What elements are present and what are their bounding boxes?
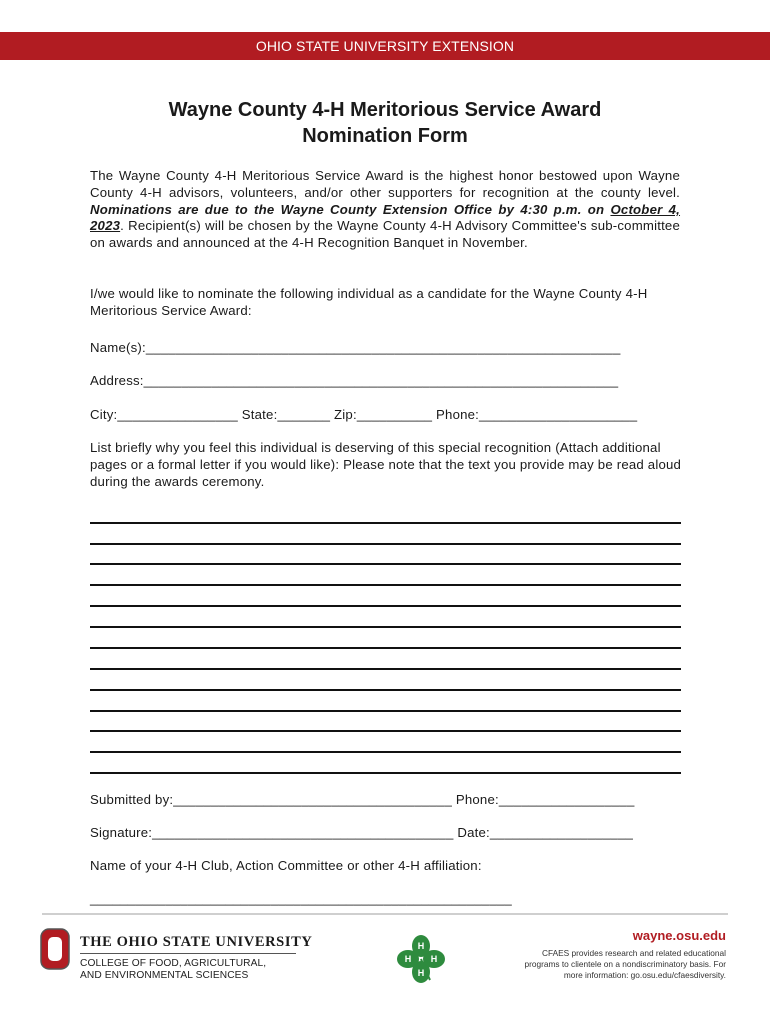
college-name	[80, 958, 310, 982]
cfaes-line-2: programs to clientele on a nondiscriminatory basis. For	[524, 959, 726, 969]
svg-text:H: H	[417, 968, 425, 978]
writing-line[interactable]	[90, 543, 681, 545]
4h-clover-icon	[396, 934, 446, 989]
writing-line[interactable]	[90, 647, 681, 649]
writing-line[interactable]	[90, 522, 681, 524]
svg-text:H: H	[430, 954, 438, 964]
address-field[interactable]: Address:_______________________________________________________________	[90, 373, 619, 388]
club-affiliation-field[interactable]: ________________________________________________________	[90, 891, 512, 906]
signature-date-field[interactable]: Signature:________________________________________ Date:___________________	[90, 825, 634, 840]
writing-line[interactable]	[90, 730, 681, 732]
cfaes-line-1: CFAES provides research and related educational	[541, 948, 726, 958]
writing-line[interactable]	[90, 626, 681, 628]
wordmark-rule	[80, 953, 296, 954]
cfaes-line-3: more information: go.osu.edu/cfaesdiversity.	[563, 970, 726, 980]
svg-text:H: H	[417, 941, 425, 951]
writing-line[interactable]	[90, 584, 681, 586]
names-field[interactable]: Name(s):_______________________________________________________________	[90, 340, 621, 355]
intro-text-cont: . Recipient(s) will be chosen by the Wayne County 4-H Advisory Committee's sub-committee on awards and announced at the 4-H Recognition Banquet in November.	[90, 218, 680, 251]
writing-line[interactable]	[90, 605, 681, 607]
cfaes-statement	[496, 948, 726, 981]
nominate-statement: I/we would like to nominate the following individual as a candidate for the Wayne County 4-H Meritorious Service Award:	[90, 286, 648, 318]
osu-wordmark: THE OHIO STATE UNIVERSITY	[80, 934, 313, 950]
writing-line[interactable]	[90, 563, 681, 565]
due-notice: Nominations are due to the Wayne County Extension Office by 4:30 p.m. on	[90, 201, 611, 217]
form-title: Wayne County 4-H Meritorious Service Award	[168, 99, 602, 121]
writing-line[interactable]	[90, 668, 681, 670]
club-affiliation-label: Name of your 4-H Club, Action Committee or other 4-H affiliation:	[90, 858, 482, 873]
writing-line[interactable]	[90, 772, 681, 774]
intro-text: The Wayne County 4-H Meritorious Service Award is the highest honor bestowed upon Wayne County 4-H advisors, volunteers, and/or other supporters for recognition at the county level.	[90, 168, 680, 200]
footer-divider	[42, 913, 728, 915]
submitted-by-field[interactable]: Submitted by:_____________________________________ Phone:__________________	[90, 792, 635, 807]
college-line-2: AND ENVIRONMENTAL SCIENCES	[80, 970, 249, 981]
svg-text:H: H	[404, 954, 412, 964]
website-link[interactable]: wayne.osu.edu	[632, 928, 726, 943]
form-subtitle: Nomination Form	[302, 125, 468, 147]
writing-line[interactable]	[90, 689, 681, 691]
osu-block-o-icon	[40, 928, 70, 975]
intro-paragraph	[90, 168, 680, 252]
writing-line[interactable]	[90, 751, 681, 753]
city-state-zip-phone-field[interactable]: City:________________ State:_______ Zip:__________ Phone:_____________________	[90, 407, 638, 422]
reason-instructions: List briefly why you feel this individual is deserving of this special recognition (Attach additional pages or a formal letter if you would like): Please note that the text you provide may be read aloud during the awards ceremony.	[90, 440, 682, 489]
college-line-1: COLLEGE OF FOOD, AGRICULTURAL,	[80, 958, 267, 969]
due-date: October 4, 2023	[90, 201, 681, 234]
extension-banner: OHIO STATE UNIVERSITY EXTENSION	[0, 32, 770, 60]
writing-line[interactable]	[90, 710, 681, 712]
